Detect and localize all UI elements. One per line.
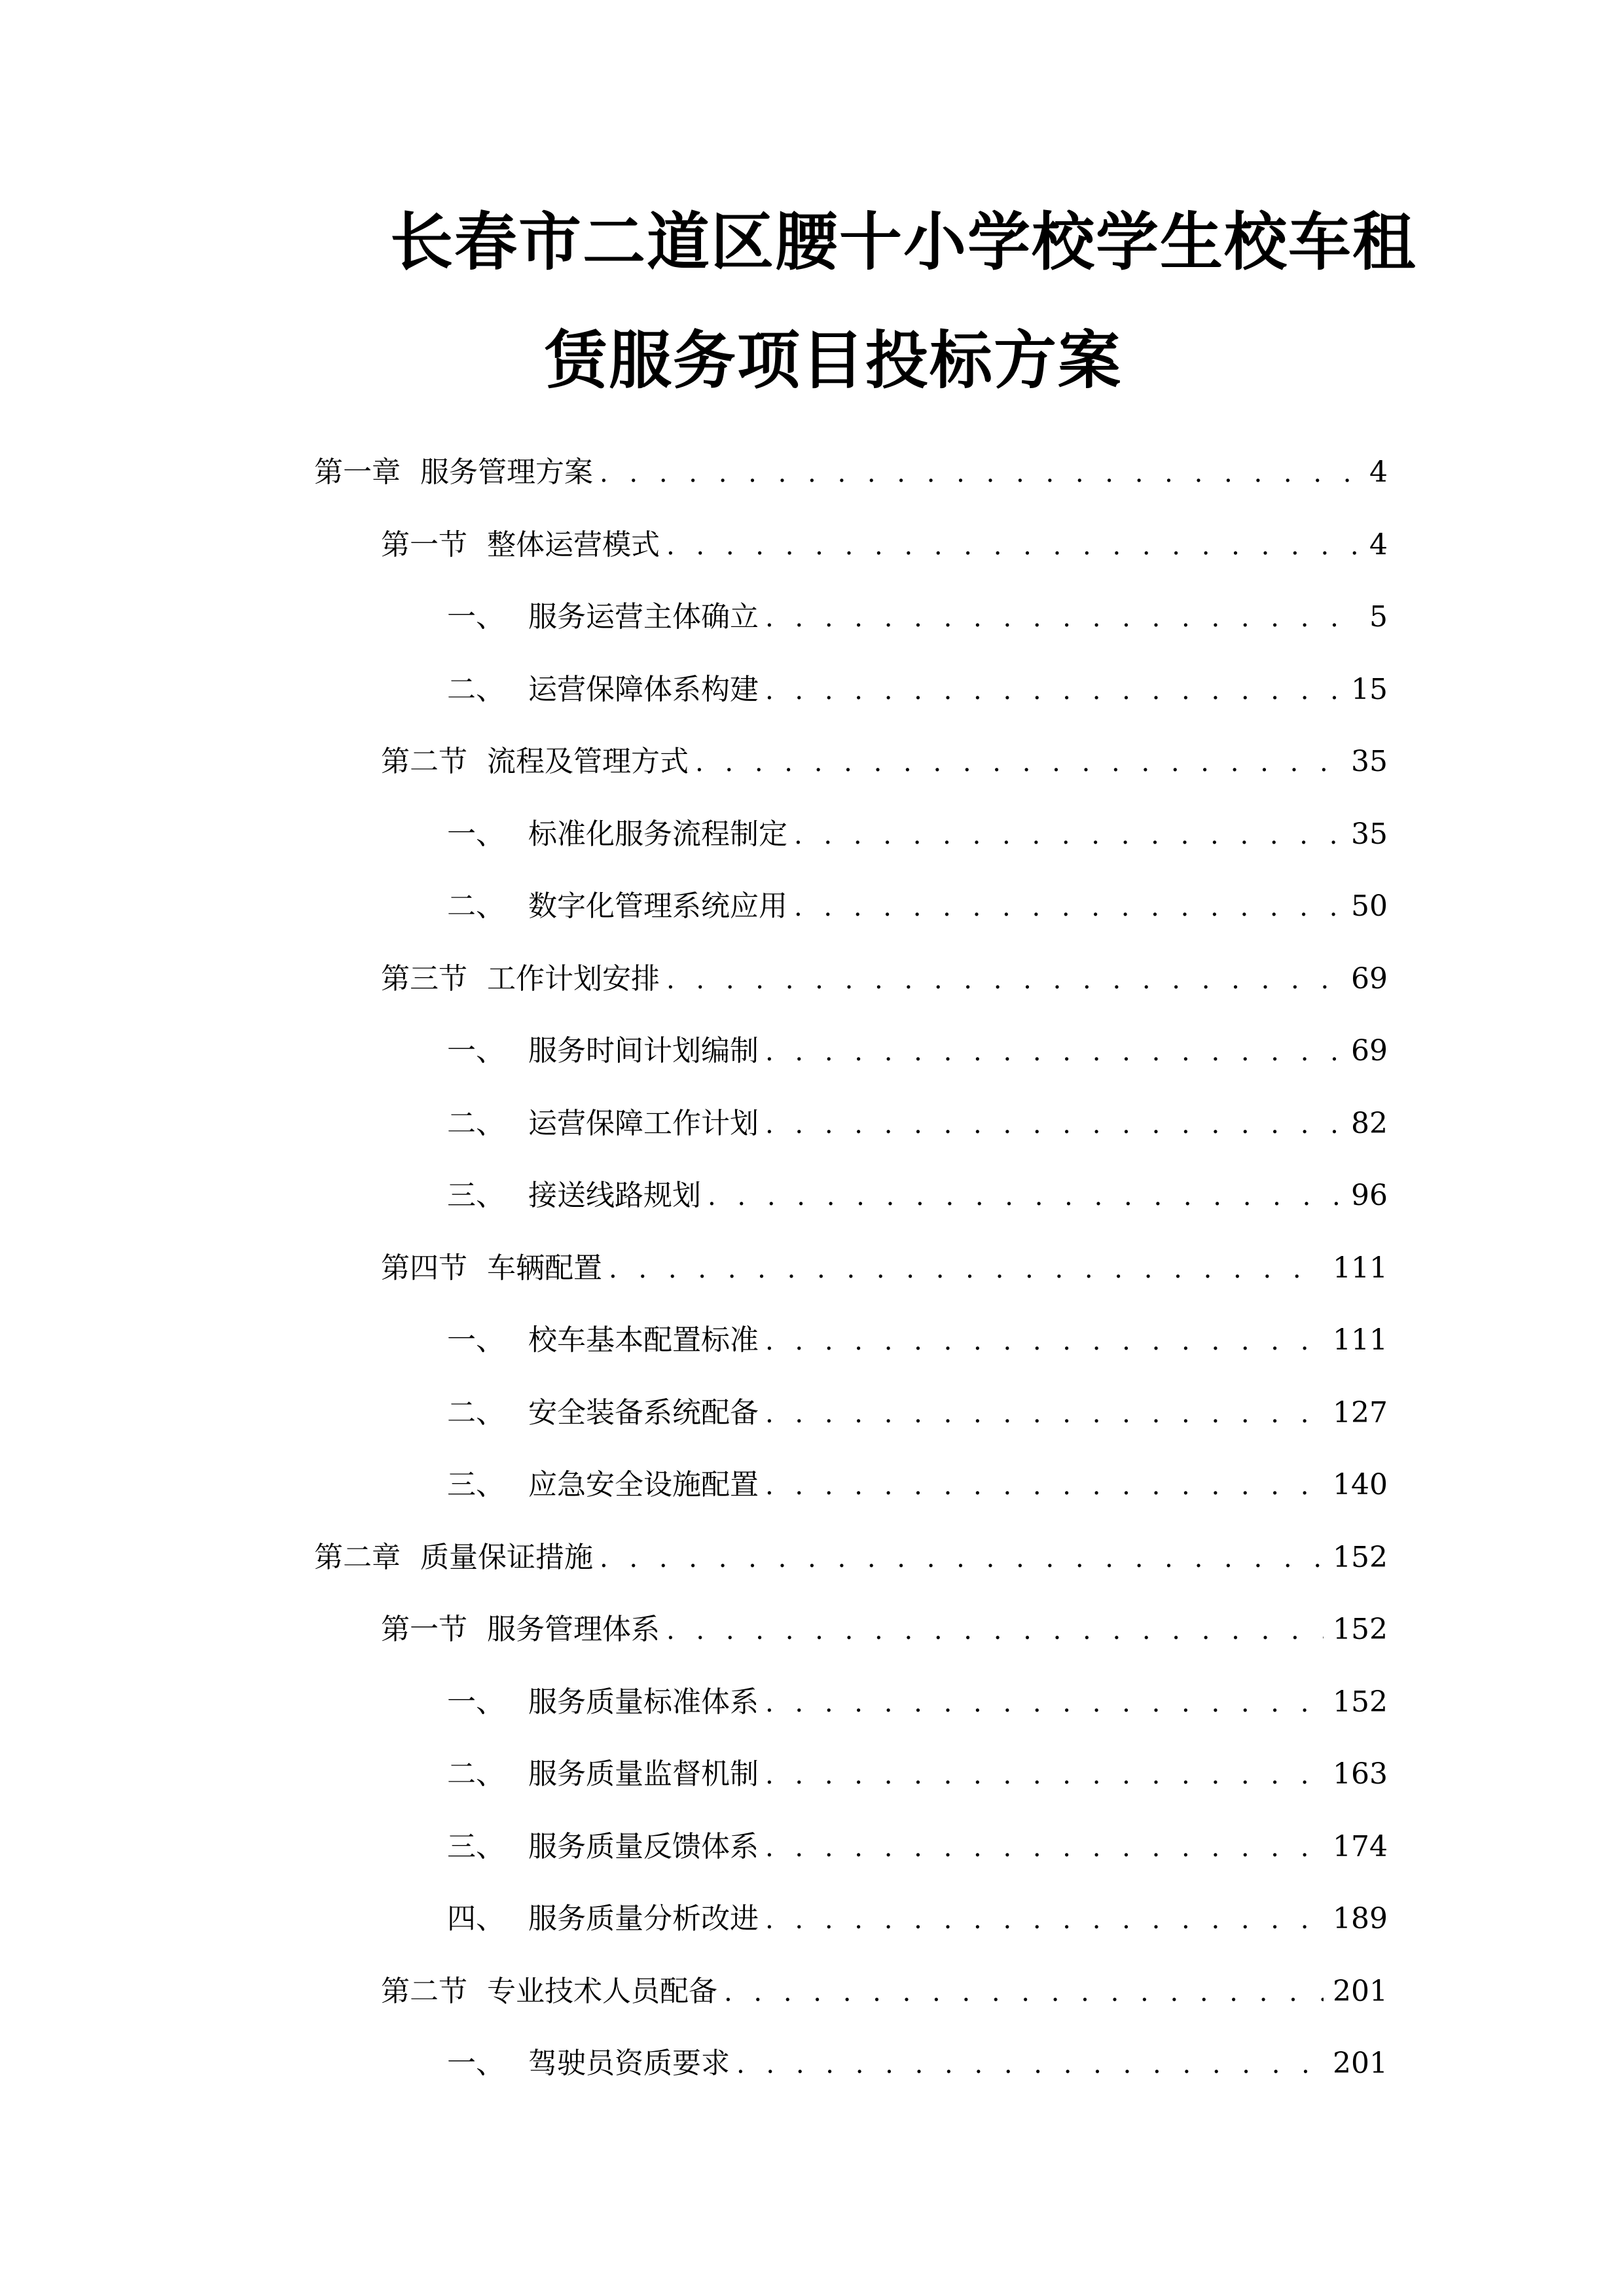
- toc-entry[interactable]: [314, 1537, 1388, 1579]
- toc-entry-prefix: 三、: [447, 1468, 505, 1501]
- toc-entry-prefix: 二、: [447, 1757, 505, 1791]
- toc-entry[interactable]: [314, 452, 1388, 493]
- toc-entry-title: 应急安全设施配置: [528, 1468, 759, 1501]
- toc-entry-title: 驾驶员资质要求: [528, 2047, 730, 2080]
- dot-leader: [666, 959, 1342, 1001]
- toc-entry-prefix: 第二节: [381, 745, 467, 778]
- toc-entry-prefix: 第二章: [314, 1540, 401, 1574]
- toc-entry[interactable]: [381, 524, 1388, 566]
- dot-leader: [765, 597, 1360, 639]
- toc-entry-title: 服务质量反馈体系: [528, 1829, 759, 1863]
- toc-entry-title: 服务质量分析改进: [528, 1902, 759, 1935]
- dot-leader: [609, 1248, 1324, 1290]
- toc-entry-page-number: 201: [1333, 2047, 1388, 2080]
- dot-leader: [765, 1465, 1324, 1507]
- dot-leader: [600, 452, 1360, 494]
- toc-entry-page-number: 15: [1351, 672, 1388, 706]
- toc-entry-title: 专业技术人员配备: [487, 1974, 717, 2008]
- toc-entry-page-number: 111: [1333, 1251, 1388, 1285]
- dot-leader: [765, 670, 1342, 711]
- toc-entry-page-number: 189: [1333, 1902, 1388, 1935]
- toc-entry-prefix: 第二节: [381, 1974, 467, 2008]
- dot-leader: [765, 1754, 1324, 1796]
- toc-entry-title: 校车基本配置标准: [528, 1323, 759, 1357]
- toc-entry-page-number: 201: [1333, 1974, 1388, 2008]
- toc-entry-prefix: 第一章: [314, 456, 401, 489]
- toc-entry[interactable]: [447, 1681, 1388, 1723]
- toc-entry-title: 服务管理方案: [420, 456, 593, 489]
- toc-entry[interactable]: [381, 1609, 1388, 1651]
- toc-entry[interactable]: [447, 1826, 1388, 1868]
- dot-leader: [695, 742, 1342, 783]
- toc-entry[interactable]: [447, 669, 1388, 711]
- toc-entry-prefix: 二、: [447, 889, 505, 923]
- toc-entry[interactable]: [381, 1247, 1388, 1289]
- dot-leader: [736, 2043, 1324, 2085]
- toc-entry[interactable]: [447, 1898, 1388, 1940]
- document-title-line-2: 赁服务项目投标方案: [545, 324, 1122, 397]
- toc-entry[interactable]: [447, 1464, 1388, 1506]
- toc-entry[interactable]: [381, 741, 1388, 783]
- toc-entry-title: 服务质量标准体系: [528, 1685, 759, 1719]
- toc-entry-page-number: 96: [1351, 1179, 1388, 1212]
- toc-entry-prefix: 第三节: [381, 961, 467, 996]
- toc-entry-prefix: 一、: [447, 2047, 505, 2080]
- toc-entry-title: 服务运营主体确立: [528, 600, 759, 634]
- dot-leader: [765, 1899, 1324, 1941]
- dot-leader: [765, 1682, 1324, 1724]
- toc-entry-prefix: 第一节: [381, 528, 467, 562]
- toc-entry-prefix: 第四节: [381, 1251, 467, 1285]
- toc-entry-prefix: 一、: [447, 600, 505, 634]
- dot-leader: [724, 1971, 1324, 2013]
- dot-leader: [794, 886, 1342, 928]
- toc-entry-prefix: 二、: [447, 672, 505, 706]
- toc-entry-prefix: 第一节: [381, 1613, 467, 1646]
- toc-entry-page-number: 69: [1351, 961, 1388, 996]
- toc-entry-title: 整体运营模式: [487, 528, 660, 562]
- toc-entry-page-number: 152: [1333, 1613, 1388, 1646]
- toc-entry[interactable]: [447, 1319, 1388, 1361]
- toc-entry-title: 安全装备系统配备: [528, 1395, 759, 1429]
- toc-entry-page-number: 111: [1333, 1323, 1388, 1357]
- toc-entry-title: 服务管理体系: [487, 1613, 660, 1646]
- toc-entry-title: 运营保障工作计划: [528, 1106, 759, 1140]
- toc-entry-page-number: 35: [1351, 817, 1388, 851]
- document-title-line-1: 长春市二道区腰十小学校学生校车租: [390, 206, 1416, 279]
- toc-entry[interactable]: [447, 814, 1388, 855]
- dot-leader: [765, 1320, 1324, 1362]
- toc-entry-title: 车辆配置: [487, 1251, 602, 1285]
- toc-entry-title: 工作计划安排: [487, 961, 660, 996]
- toc-entry-page-number: 4: [1369, 528, 1388, 562]
- toc-entry-page-number: 82: [1351, 1106, 1388, 1140]
- toc-entry[interactable]: [381, 958, 1388, 1000]
- toc-entry[interactable]: [447, 1753, 1388, 1795]
- toc-entry[interactable]: [447, 886, 1388, 927]
- toc-entry[interactable]: [447, 1175, 1388, 1217]
- toc-entry-title: 数字化管理系统应用: [528, 889, 787, 923]
- toc-entry-prefix: 四、: [447, 1902, 505, 1935]
- toc-entry-page-number: 152: [1333, 1685, 1388, 1719]
- toc-entry[interactable]: [447, 1103, 1388, 1145]
- toc-entry-page-number: 174: [1333, 1829, 1388, 1863]
- toc-entry-page-number: 69: [1351, 1034, 1388, 1067]
- toc-entry-title: 流程及管理方式: [487, 745, 689, 778]
- toc-entry-title: 接送线路规划: [528, 1179, 701, 1212]
- toc-entry[interactable]: [447, 596, 1388, 638]
- toc-entry-page-number: 127: [1333, 1395, 1388, 1429]
- dot-leader: [765, 1031, 1342, 1073]
- toc-entry-page-number: 140: [1333, 1468, 1388, 1501]
- toc-entry-prefix: 三、: [447, 1829, 505, 1863]
- toc-entry-prefix: 二、: [447, 1395, 505, 1429]
- toc-entry-prefix: 一、: [447, 1323, 505, 1357]
- toc-entry[interactable]: [447, 1392, 1388, 1434]
- toc-entry-page-number: 35: [1351, 745, 1388, 778]
- toc-entry-page-number: 152: [1333, 1540, 1388, 1574]
- dot-leader: [600, 1537, 1324, 1579]
- toc-entry-page-number: 163: [1333, 1757, 1388, 1791]
- toc-entry-prefix: 一、: [447, 817, 505, 851]
- toc-entry-page-number: 5: [1369, 600, 1388, 634]
- dot-leader: [794, 814, 1342, 856]
- toc-entry-title: 标准化服务流程制定: [528, 817, 787, 851]
- dot-leader: [765, 1393, 1324, 1435]
- toc-entry-prefix: 一、: [447, 1685, 505, 1719]
- dot-leader: [666, 1609, 1324, 1651]
- toc-entry-page-number: 4: [1369, 456, 1388, 489]
- toc-entry-title: 服务时间计划编制: [528, 1034, 759, 1067]
- toc-entry[interactable]: [447, 2043, 1388, 2085]
- toc-entry[interactable]: [447, 1030, 1388, 1072]
- dot-leader: [666, 525, 1360, 567]
- toc-entry-prefix: 一、: [447, 1034, 505, 1067]
- dot-leader: [765, 1827, 1324, 1869]
- dot-leader: [765, 1103, 1342, 1145]
- toc-entry-prefix: 二、: [447, 1106, 505, 1140]
- toc-entry-title: 服务质量监督机制: [528, 1757, 759, 1791]
- toc-entry-page-number: 50: [1351, 889, 1388, 923]
- toc-entry-prefix: 三、: [447, 1179, 505, 1212]
- toc-entry-title: 质量保证措施: [420, 1540, 593, 1574]
- toc-entry[interactable]: [381, 1971, 1388, 2013]
- toc-entry-title: 运营保障体系构建: [528, 672, 759, 706]
- dot-leader: [708, 1175, 1342, 1217]
